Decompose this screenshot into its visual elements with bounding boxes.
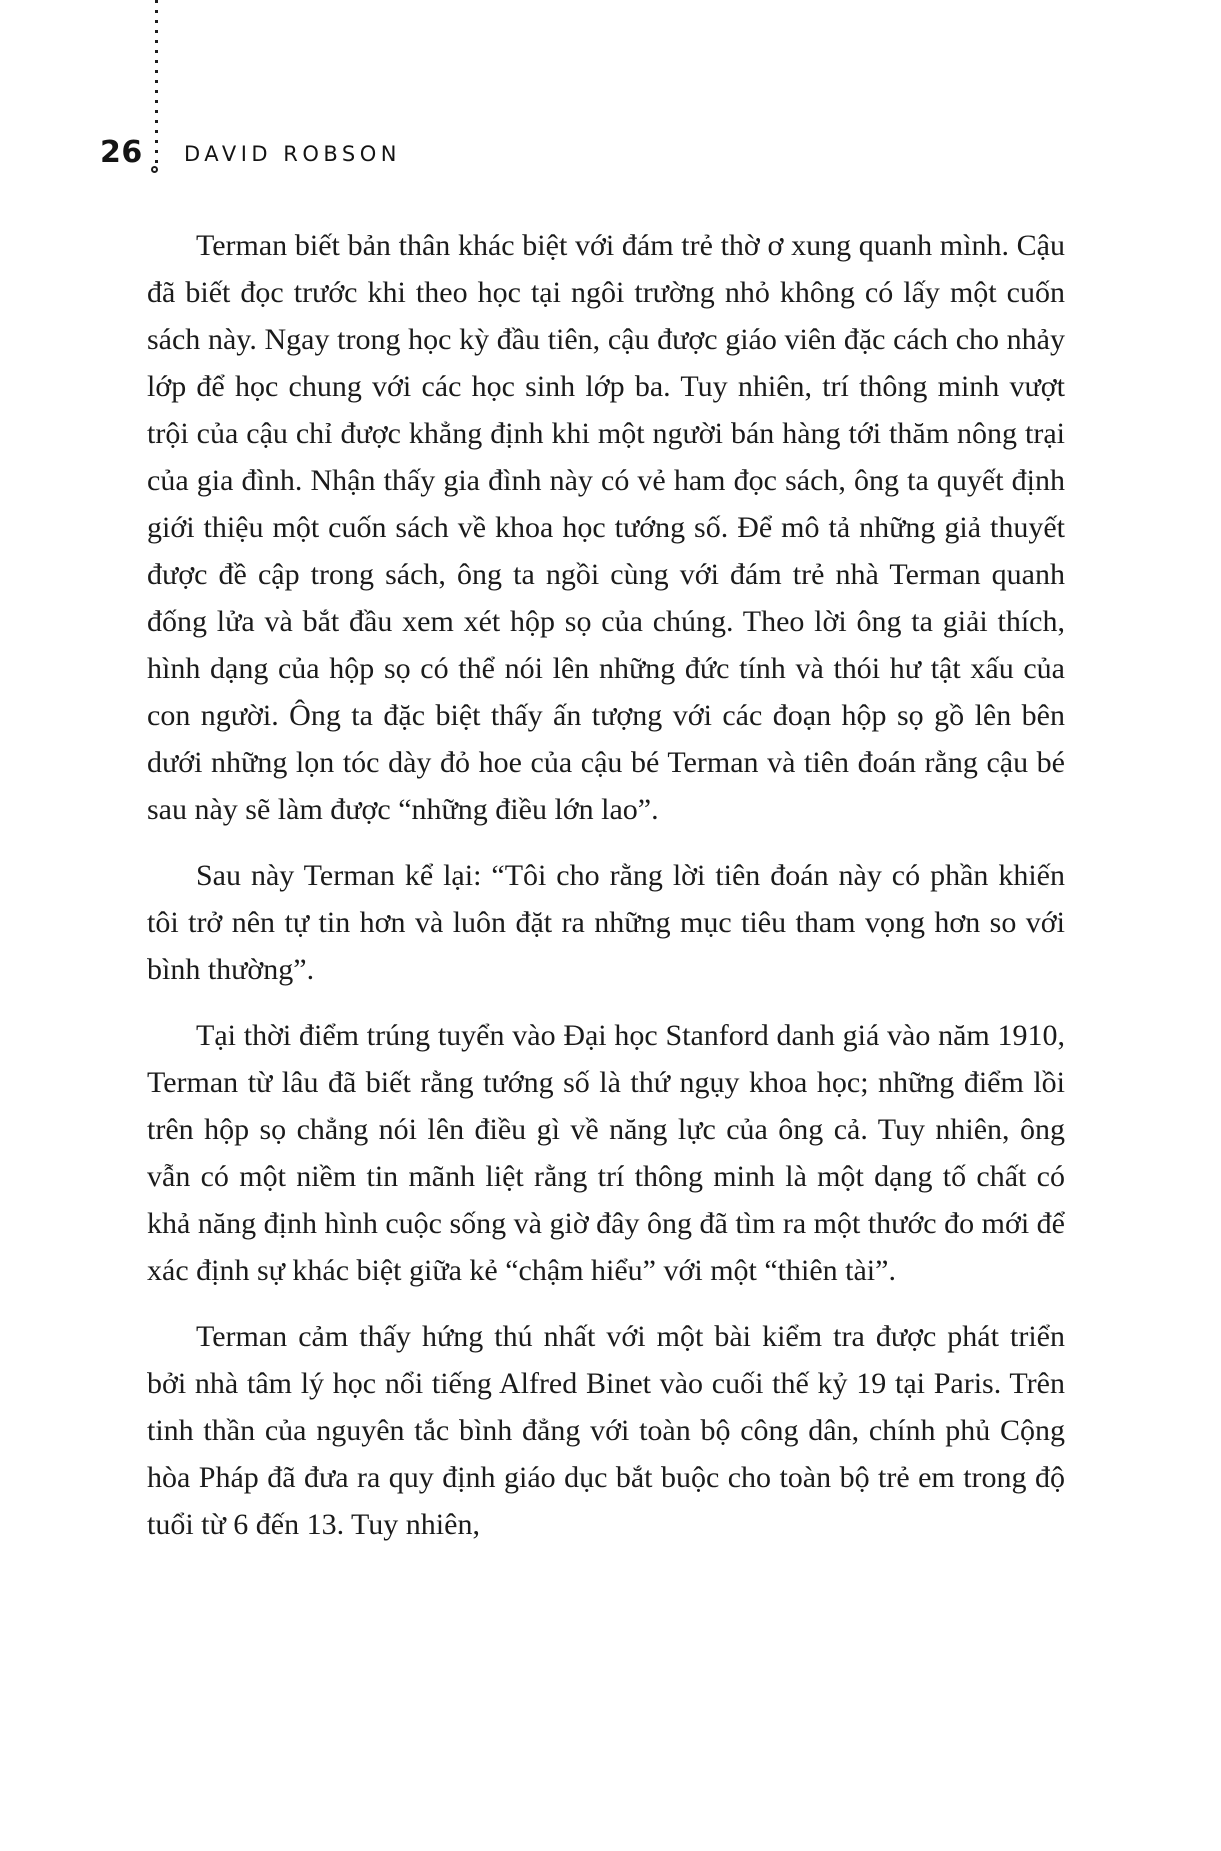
circle-ornament	[151, 166, 158, 173]
body-paragraph: Terman biết bản thân khác biệt với đám trẻ thờ ơ xung quanh mình. Cậu đã biết đọc trước khi theo học tại ngôi trường nhỏ không có lấy một cuốn sách này. Ngay trong học kỳ đầu tiên, cậu được giáo viên đặc cách cho nhảy lớp để học chung với các học sinh lớp ba. Tuy nhiên, trí thông minh vượt trội của cậu chỉ được khẳng định khi một người bán hàng tới thăm nông trại của gia đình. Nhận thấy gia đình này có vẻ ham đọc sách, ông ta quyết định giới thiệu một cuốn sách về khoa học tướng số. Để mô tả những giả thuyết được đề cập trong sách, ông ta ngồi cùng với đám trẻ nhà Terman quanh đống lửa và bắt đầu xem xét hộp sọ của chúng. Theo lời ông ta giải thích, hình dạng của hộp sọ có thể nói lên những đức tính và thói hư tật xấu của con người. Ông ta đặc biệt thấy ấn tượng với các đoạn hộp sọ gồ lên bên dưới những lọn tóc dày đỏ hoe của cậu bé Terman và tiên đoán rằng cậu bé sau này sẽ làm được “những điều lớn lao”.	[147, 229, 1065, 826]
body-paragraph: Tại thời điểm trúng tuyển vào Đại học Stanford danh giá vào năm 1910, Terman từ lâu đã biết rằng tướng số là thứ ngụy khoa học; những điểm lồi trên hộp sọ chẳng nói lên điều gì về năng lực của ông cả. Tuy nhiên, ông vẫn có một niềm tin mãnh liệt rằng trí thông minh là một dạng tố chất có khả năng định hình cuộc sống và giờ đây ông đã tìm ra một thước đo mới để xác định sự khác biệt giữa kẻ “chậm hiểu” với một “thiên tài”.	[147, 1019, 1065, 1287]
body-paragraph: Terman cảm thấy hứng thú nhất với một bài kiểm tra được phát triển bởi nhà tâm lý học nổi tiếng Alfred Binet vào cuối thế kỷ 19 tại Paris. Trên tinh thần của nguyên tắc bình đẳng với toàn bộ công dân, chính phủ Cộng hòa Pháp đã đưa ra quy định giáo dục bắt buộc cho toàn bộ trẻ em trong độ tuổi từ 6 đến 13. Tuy nhiên,	[147, 1320, 1065, 1541]
dotted-line-ornament	[155, 0, 158, 164]
page-number: 26	[100, 135, 143, 170]
running-header-author: DAVID ROBSON	[184, 142, 401, 166]
body-text-block	[147, 222, 1065, 1548]
body-paragraph: Sau này Terman kể lại: “Tôi cho rằng lời tiên đoán này có phần khiến tôi trở nên tự tin hơn và luôn đặt ra những mục tiêu tham vọng hơn so với bình thường”.	[147, 859, 1065, 986]
